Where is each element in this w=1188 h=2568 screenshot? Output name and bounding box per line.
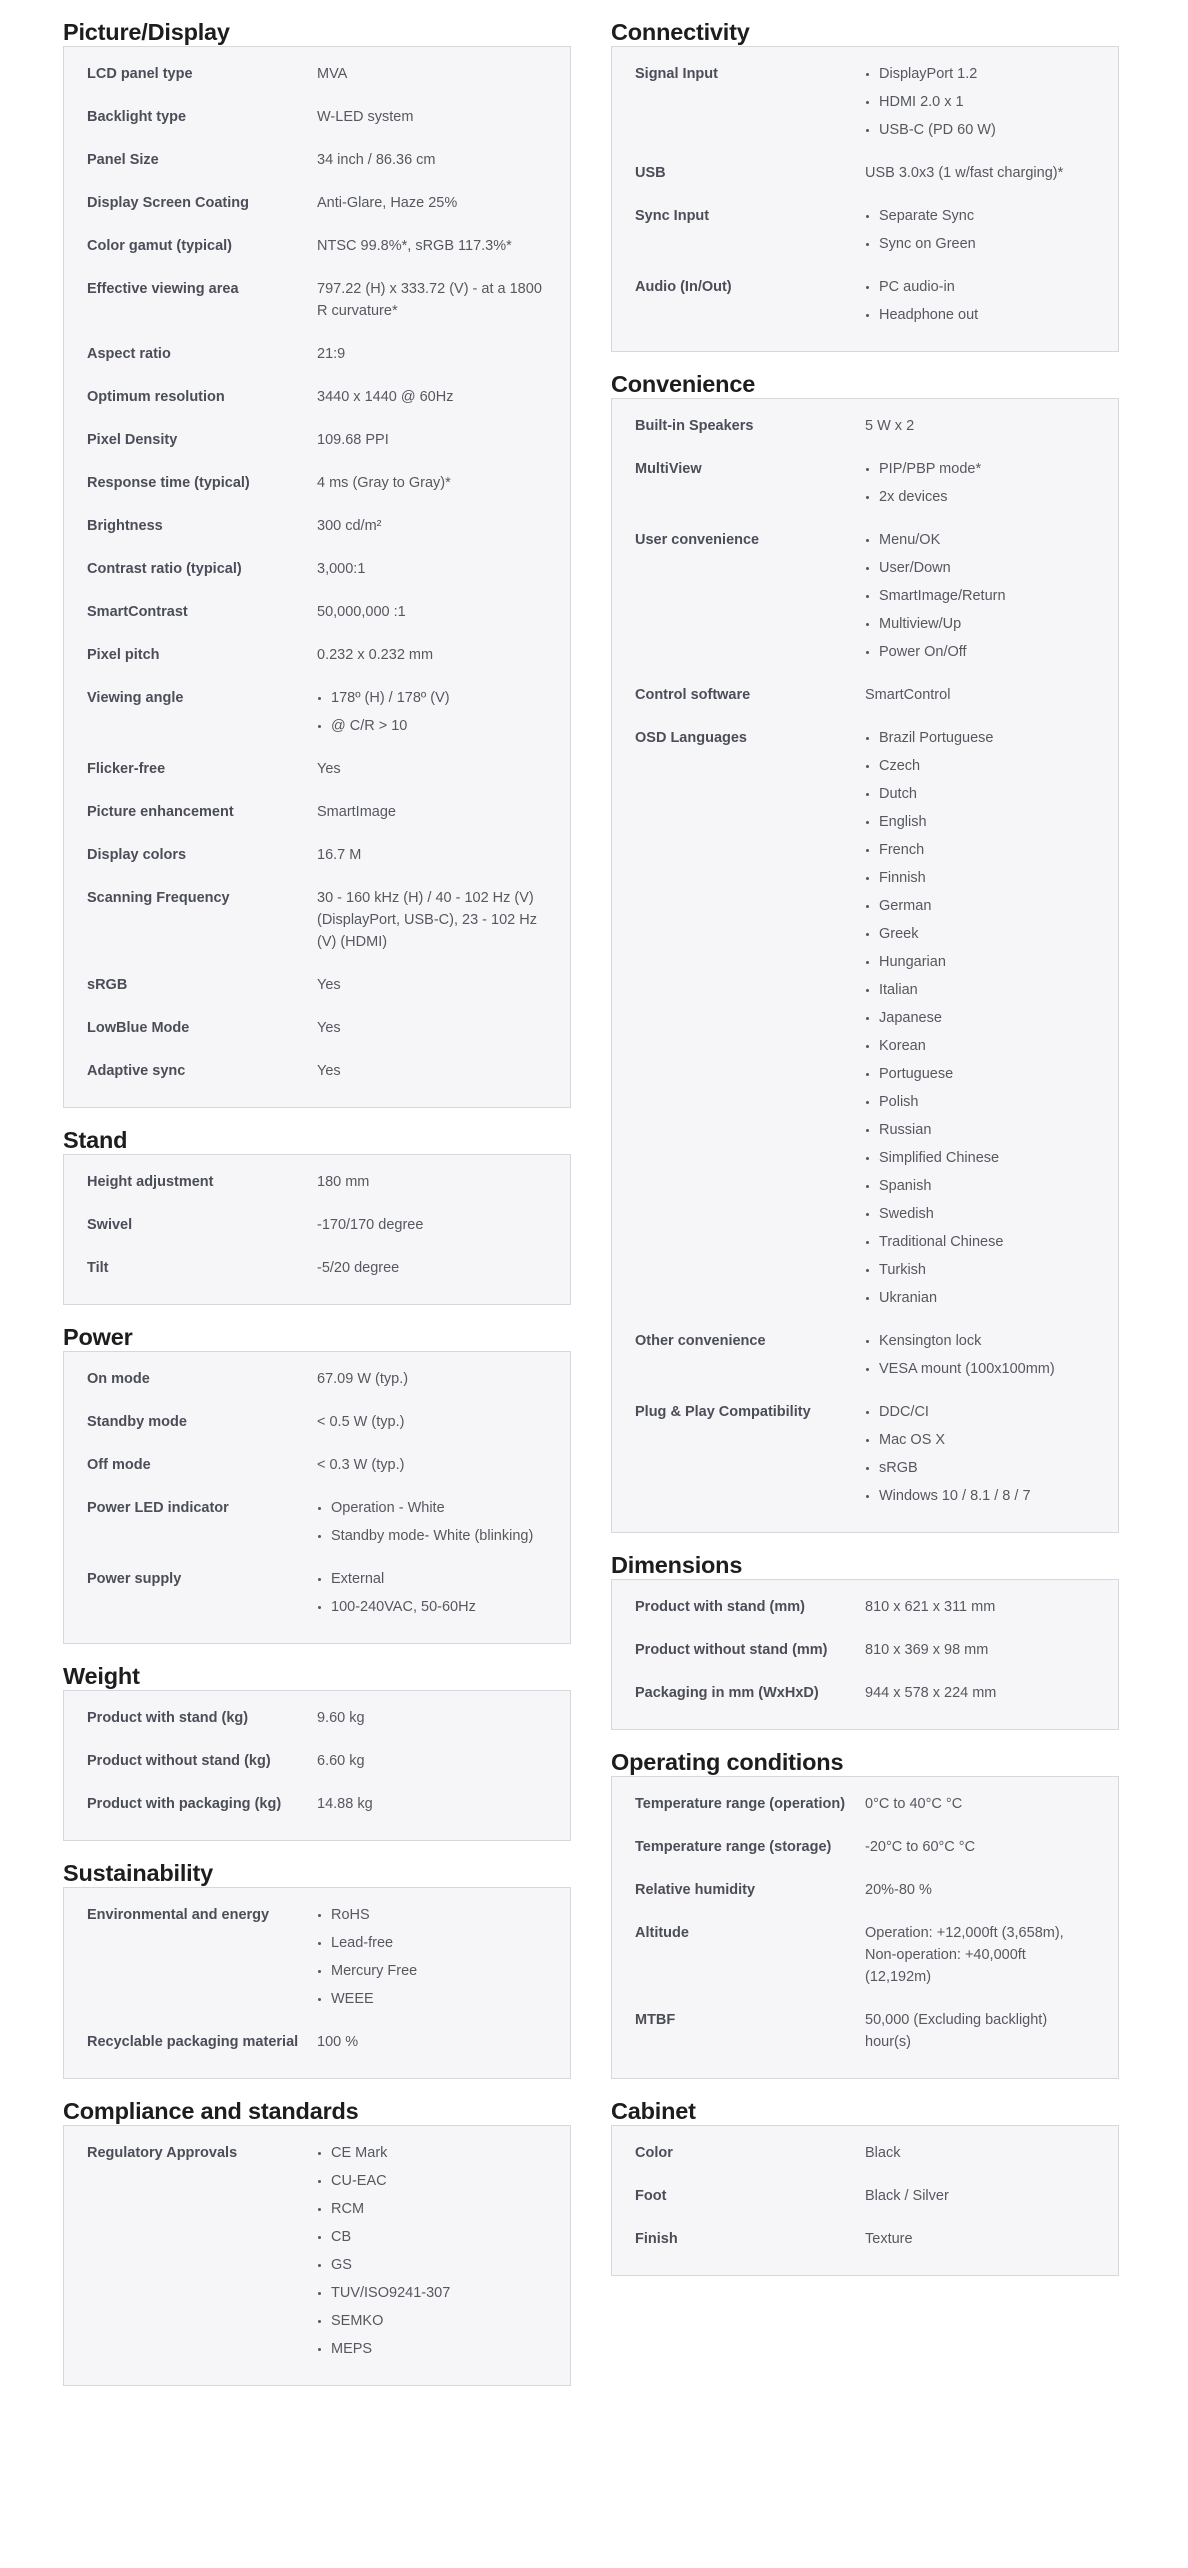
- spec-value: SmartControl: [865, 687, 951, 703]
- spec-table: [63, 2125, 571, 2386]
- spec-label: Regulatory Approvals: [87, 2145, 238, 2161]
- list-item: Separate Sync: [865, 205, 1095, 227]
- list-item: CU-EAC: [317, 2170, 547, 2192]
- spec-label: Display colors: [87, 847, 187, 863]
- list-item: 100-240VAC, 50-60Hz: [317, 1596, 547, 1618]
- spec-value: MVA: [317, 66, 348, 82]
- spec-label: Product with packaging (kg): [87, 1796, 282, 1812]
- list-item: Japanese: [865, 1007, 1095, 1029]
- spec-label: Response time (typical): [87, 475, 250, 491]
- spec-row: [87, 601, 547, 623]
- spec-row: [635, 162, 1095, 184]
- value-list: [865, 276, 1095, 326]
- spec-label: Temperature range (storage): [635, 1839, 832, 1855]
- spec-row: [87, 887, 547, 953]
- spec-table: [63, 46, 571, 1108]
- section-title: Picture/Display: [63, 19, 230, 45]
- list-item: Windows 10 / 8.1 / 8 / 7: [865, 1485, 1095, 1507]
- section-sustainability: [63, 1841, 571, 2079]
- section-title: Cabinet: [611, 2098, 696, 2124]
- spec-label: Recyclable packaging material: [87, 2034, 299, 2050]
- spec-row: [635, 2142, 1095, 2164]
- spec-row: [87, 515, 547, 537]
- list-item: Brazil Portuguese: [865, 727, 1095, 749]
- spec-row: [635, 1836, 1095, 1858]
- list-item: USB-C (PD 60 W): [865, 119, 1095, 141]
- list-item: Mac OS X: [865, 1429, 1095, 1451]
- spec-value-list: [865, 529, 1095, 663]
- spec-row: [87, 1497, 547, 1547]
- spec-value: 810 x 369 x 98 mm: [865, 1642, 989, 1658]
- spec-value: Black: [865, 2145, 901, 2161]
- list-item: French: [865, 839, 1095, 861]
- spec-label: Relative humidity: [635, 1882, 756, 1898]
- list-item: WEEE: [317, 1988, 547, 2010]
- spec-label: Audio (In/Out): [635, 279, 732, 295]
- spec-value: 5 W x 2: [865, 418, 915, 434]
- spec-label: Brightness: [87, 518, 163, 534]
- spec-table: [63, 1154, 571, 1305]
- spec-row: [635, 727, 1095, 1309]
- spec-label: Signal Input: [635, 66, 718, 82]
- list-item: Greek: [865, 923, 1095, 945]
- spec-label: Product with stand (mm): [635, 1599, 805, 1615]
- list-item: Spanish: [865, 1175, 1095, 1197]
- spec-value: Yes: [317, 1063, 341, 1079]
- spec-label: Display Screen Coating: [87, 195, 249, 211]
- spec-row: [87, 106, 547, 128]
- value-list: [865, 205, 1095, 255]
- spec-label: Foot: [635, 2188, 667, 2204]
- value-list: [865, 529, 1095, 663]
- list-item: Polish: [865, 1091, 1095, 1113]
- value-list: [317, 1904, 547, 2010]
- spec-label: Environmental and energy: [87, 1907, 270, 1923]
- list-item: CB: [317, 2226, 547, 2248]
- list-item: DDC/CI: [865, 1401, 1095, 1423]
- right-column: [611, 0, 1119, 2276]
- spec-row: [87, 558, 547, 580]
- spec-label: Other convenience: [635, 1333, 766, 1349]
- spec-value: 34 inch / 86.36 cm: [317, 152, 436, 168]
- spec-row: [635, 1879, 1095, 1901]
- spec-label: Sync Input: [635, 208, 710, 224]
- section-compliance-and-standards: [63, 2079, 571, 2386]
- spec-value: -20°C to 60°C °C: [865, 1839, 976, 1855]
- spec-row: [87, 974, 547, 996]
- list-item: Traditional Chinese: [865, 1231, 1095, 1253]
- list-item: 178º (H) / 178º (V): [317, 687, 547, 709]
- spec-label: OSD Languages: [635, 730, 747, 746]
- spec-value: Black / Silver: [865, 2188, 949, 2204]
- spec-row: [635, 2228, 1095, 2250]
- spec-value-list: [865, 205, 1095, 255]
- spec-row: [635, 276, 1095, 326]
- spec-row: [87, 2142, 547, 2360]
- spec-row: [87, 687, 547, 737]
- spec-label: sRGB: [87, 977, 128, 993]
- section-title: Stand: [63, 1127, 128, 1153]
- value-list: [317, 1497, 547, 1547]
- list-item: Sync on Green: [865, 233, 1095, 255]
- spec-value: 4 ms (Gray to Gray)*: [317, 475, 451, 491]
- spec-value: Yes: [317, 977, 341, 993]
- list-item: Kensington lock: [865, 1330, 1095, 1352]
- spec-row: [635, 1682, 1095, 1704]
- spec-label: On mode: [87, 1371, 150, 1387]
- spec-row: [87, 1257, 547, 1279]
- spec-value: W-LED system: [317, 109, 414, 125]
- spec-label: Color: [635, 2145, 673, 2161]
- spec-value: 109.68 PPI: [317, 432, 389, 448]
- spec-row: [635, 1401, 1095, 1507]
- spec-table: [611, 398, 1119, 1533]
- spec-row: [87, 235, 547, 257]
- spec-row: [635, 2009, 1095, 2053]
- spec-row: [87, 429, 547, 451]
- list-item: PIP/PBP mode*: [865, 458, 1095, 480]
- section-dimensions: [611, 1533, 1119, 1730]
- spec-value-list: [317, 687, 547, 737]
- section-title: Convenience: [611, 371, 756, 397]
- list-item: Operation - White: [317, 1497, 547, 1519]
- spec-value: 16.7 M: [317, 847, 362, 863]
- spec-row: [87, 1904, 547, 2010]
- list-item: SmartImage/Return: [865, 585, 1095, 607]
- spec-value: 0°C to 40°C °C: [865, 1796, 963, 1812]
- list-item: GS: [317, 2254, 547, 2276]
- list-item: Dutch: [865, 783, 1095, 805]
- spec-value: < 0.3 W (typ.): [317, 1457, 405, 1473]
- spec-value: Operation: +12,000ft (3,658m), Non-operation: +40,000ft (12,192m): [865, 1925, 1064, 1985]
- spec-value: Anti-Glare, Haze 25%: [317, 195, 458, 211]
- section-connectivity: [611, 0, 1119, 352]
- spec-table: [63, 1690, 571, 1841]
- spec-value: 67.09 W (typ.): [317, 1371, 409, 1387]
- spec-label: Packaging in mm (WxHxD): [635, 1685, 819, 1701]
- value-list: [865, 458, 1095, 508]
- spec-row: [635, 415, 1095, 437]
- spec-value-list: [865, 276, 1095, 326]
- spec-row: [635, 458, 1095, 508]
- spec-row: [87, 1707, 547, 1729]
- spec-label: Altitude: [635, 1925, 689, 1941]
- spec-value-list: [317, 1497, 547, 1547]
- list-item: User/Down: [865, 557, 1095, 579]
- list-item: Portuguese: [865, 1063, 1095, 1085]
- section-power: [63, 1305, 571, 1644]
- spec-label: Control software: [635, 687, 751, 703]
- section-cabinet: [611, 2079, 1119, 2276]
- spec-value: 14.88 kg: [317, 1796, 373, 1812]
- spec-label: Panel Size: [87, 152, 159, 168]
- list-item: 2x devices: [865, 486, 1095, 508]
- spec-label: Product without stand (kg): [87, 1753, 271, 1769]
- spec-label: Built-in Speakers: [635, 418, 754, 434]
- value-list: [865, 63, 1095, 141]
- spec-label: MTBF: [635, 2012, 676, 2028]
- spec-row: [87, 192, 547, 214]
- list-item: Russian: [865, 1119, 1095, 1141]
- list-item: DisplayPort 1.2: [865, 63, 1095, 85]
- spec-label: Viewing angle: [87, 690, 184, 706]
- spec-label: Effective viewing area: [87, 281, 239, 297]
- spec-value: 0.232 x 0.232 mm: [317, 647, 434, 663]
- spec-label: Contrast ratio (typical): [87, 561, 242, 577]
- spec-label: USB: [635, 165, 666, 181]
- spec-row: [635, 2185, 1095, 2207]
- spec-value: -170/170 degree: [317, 1217, 424, 1233]
- spec-row: [87, 1568, 547, 1618]
- spec-value: 30 - 160 kHz (H) / 40 - 102 Hz (V) (DisplayPort, USB-C), 23 - 102 Hz (V) (HDMI): [317, 890, 537, 950]
- spec-label: Plug & Play Compatibility: [635, 1404, 811, 1420]
- spec-row: [87, 278, 547, 322]
- spec-label: Standby mode: [87, 1414, 187, 1430]
- value-list: [317, 1568, 547, 1618]
- list-item: SEMKO: [317, 2310, 547, 2332]
- list-item: Menu/OK: [865, 529, 1095, 551]
- spec-value: NTSC 99.8%*, sRGB 117.3%*: [317, 238, 512, 254]
- spec-value-list: [317, 2142, 547, 2360]
- list-item: Ukranian: [865, 1287, 1095, 1309]
- spec-value: < 0.5 W (typ.): [317, 1414, 405, 1430]
- spec-label: Tilt: [87, 1260, 109, 1276]
- spec-row: [635, 1922, 1095, 1988]
- list-item: Turkish: [865, 1259, 1095, 1281]
- spec-table: [611, 1776, 1119, 2079]
- spec-row: [635, 1639, 1095, 1661]
- spec-value: 3,000:1: [317, 561, 366, 577]
- section-title: Dimensions: [611, 1552, 743, 1578]
- left-column: [63, 0, 571, 2386]
- spec-row: [87, 1214, 547, 1236]
- list-item: sRGB: [865, 1457, 1095, 1479]
- spec-row: [635, 63, 1095, 141]
- spec-value: 50,000,000 :1: [317, 604, 406, 620]
- spec-value: Yes: [317, 1020, 341, 1036]
- spec-value: USB 3.0x3 (1 w/fast charging)*: [865, 165, 1064, 181]
- spec-label: Scanning Frequency: [87, 890, 230, 906]
- list-item: Standby mode- White (blinking): [317, 1525, 547, 1547]
- list-item: Headphone out: [865, 304, 1095, 326]
- list-item: CE Mark: [317, 2142, 547, 2164]
- spec-row: [635, 684, 1095, 706]
- spec-row: [87, 472, 547, 494]
- list-item: @ C/R > 10: [317, 715, 547, 737]
- value-list: [317, 2142, 547, 2360]
- value-list: [317, 687, 547, 737]
- spec-table: [611, 1579, 1119, 1730]
- spec-row: [87, 1793, 547, 1815]
- spec-row: [87, 386, 547, 408]
- list-item: Multiview/Up: [865, 613, 1095, 635]
- spec-value-list: [865, 727, 1095, 1309]
- spec-label: Temperature range (operation): [635, 1796, 846, 1812]
- spec-table: [611, 2125, 1119, 2276]
- spec-row: [87, 1411, 547, 1433]
- spec-value: Texture: [865, 2231, 913, 2247]
- spec-row: [87, 1060, 547, 1082]
- spec-label: LCD panel type: [87, 66, 193, 82]
- list-item: German: [865, 895, 1095, 917]
- section-operating-conditions: [611, 1730, 1119, 2079]
- spec-row: [635, 1596, 1095, 1618]
- spec-row: [87, 1017, 547, 1039]
- spec-label: SmartContrast: [87, 604, 188, 620]
- spec-label: User convenience: [635, 532, 760, 548]
- spec-row: [87, 1368, 547, 1390]
- list-item: Lead-free: [317, 1932, 547, 1954]
- spec-row: [87, 63, 547, 85]
- spec-label: Height adjustment: [87, 1174, 214, 1190]
- list-item: Mercury Free: [317, 1960, 547, 1982]
- spec-value-list: [865, 1330, 1095, 1380]
- list-item: English: [865, 811, 1095, 833]
- spec-value-list: [865, 1401, 1095, 1507]
- spec-row: [87, 844, 547, 866]
- spec-label: Flicker-free: [87, 761, 166, 777]
- spec-row: [87, 1454, 547, 1476]
- spec-label: Aspect ratio: [87, 346, 171, 362]
- spec-value-list: [865, 63, 1095, 141]
- spec-row: [635, 1793, 1095, 1815]
- spec-value: 100 %: [317, 2034, 359, 2050]
- list-item: HDMI 2.0 x 1: [865, 91, 1095, 113]
- spec-row: [87, 1750, 547, 1772]
- spec-table: [63, 1887, 571, 2079]
- spec-row: [87, 644, 547, 666]
- spec-value-list: [317, 1568, 547, 1618]
- section-title: Operating conditions: [611, 1749, 844, 1775]
- spec-row: [87, 2031, 547, 2053]
- list-item: RCM: [317, 2198, 547, 2220]
- spec-value: -5/20 degree: [317, 1260, 400, 1276]
- section-weight: [63, 1644, 571, 1841]
- list-item: Hungarian: [865, 951, 1095, 973]
- spec-row: [635, 529, 1095, 663]
- section-title: Connectivity: [611, 19, 750, 45]
- list-item: Italian: [865, 979, 1095, 1001]
- spec-value-list: [317, 1904, 547, 2010]
- list-item: Simplified Chinese: [865, 1147, 1095, 1169]
- spec-label: MultiView: [635, 461, 702, 477]
- section-title: Compliance and standards: [63, 2098, 359, 2124]
- spec-row: [87, 1171, 547, 1193]
- spec-value: 50,000 (Excluding backlight) hour(s): [865, 2012, 1048, 2050]
- spec-value: Yes: [317, 761, 341, 777]
- spec-label: Color gamut (typical): [87, 238, 233, 254]
- list-item: Korean: [865, 1035, 1095, 1057]
- spec-value: 180 mm: [317, 1174, 370, 1190]
- section-title: Sustainability: [63, 1860, 213, 1886]
- spec-row: [635, 1330, 1095, 1380]
- spec-value: 944 x 578 x 224 mm: [865, 1685, 997, 1701]
- spec-value: 9.60 kg: [317, 1710, 365, 1726]
- value-list: [865, 727, 1095, 1309]
- section-convenience: [611, 352, 1119, 1533]
- spec-row: [87, 343, 547, 365]
- spec-table: [63, 1351, 571, 1644]
- list-item: MEPS: [317, 2338, 547, 2360]
- section-title: Power: [63, 1324, 133, 1350]
- spec-value: SmartImage: [317, 804, 396, 820]
- spec-label: Backlight type: [87, 109, 187, 125]
- spec-label: Pixel pitch: [87, 647, 160, 663]
- list-item: VESA mount (100x100mm): [865, 1358, 1095, 1380]
- spec-row: [635, 205, 1095, 255]
- spec-label: Product without stand (mm): [635, 1642, 828, 1658]
- spec-label: Optimum resolution: [87, 389, 225, 405]
- spec-row: [87, 801, 547, 823]
- spec-value-list: [865, 458, 1095, 508]
- value-list: [865, 1401, 1095, 1507]
- list-item: PC audio-in: [865, 276, 1095, 298]
- list-item: Finnish: [865, 867, 1095, 889]
- list-item: RoHS: [317, 1904, 547, 1926]
- list-item: Czech: [865, 755, 1095, 777]
- section-stand: [63, 1108, 571, 1305]
- spec-label: Product with stand (kg): [87, 1710, 249, 1726]
- spec-label: Adaptive sync: [87, 1063, 186, 1079]
- spec-label: Picture enhancement: [87, 804, 234, 820]
- spec-label: Finish: [635, 2231, 678, 2247]
- list-item: TUV/ISO9241-307: [317, 2282, 547, 2304]
- spec-label: Pixel Density: [87, 432, 178, 448]
- spec-value: 3440 x 1440 @ 60Hz: [317, 389, 454, 405]
- spec-value: 810 x 621 x 311 mm: [865, 1599, 996, 1615]
- spec-label: LowBlue Mode: [87, 1020, 190, 1036]
- section-picture-display: [63, 0, 571, 1108]
- value-list: [865, 1330, 1095, 1380]
- section-title: Weight: [63, 1663, 140, 1689]
- spec-label: Swivel: [87, 1217, 133, 1233]
- spec-value: 300 cd/m²: [317, 518, 382, 534]
- spec-row: [87, 149, 547, 171]
- spec-label: Off mode: [87, 1457, 151, 1473]
- spec-value: 21:9: [317, 346, 346, 362]
- spec-value: 797.22 (H) x 333.72 (V) - at a 1800 R curvature*: [317, 281, 542, 319]
- list-item: External: [317, 1568, 547, 1590]
- list-item: Power On/Off: [865, 641, 1095, 663]
- spec-label: Power supply: [87, 1571, 182, 1587]
- spec-row: [87, 758, 547, 780]
- list-item: Swedish: [865, 1203, 1095, 1225]
- spec-value: 20%-80 %: [865, 1882, 932, 1898]
- spec-table: [611, 46, 1119, 352]
- spec-label: Power LED indicator: [87, 1500, 229, 1516]
- spec-value: 6.60 kg: [317, 1753, 365, 1769]
